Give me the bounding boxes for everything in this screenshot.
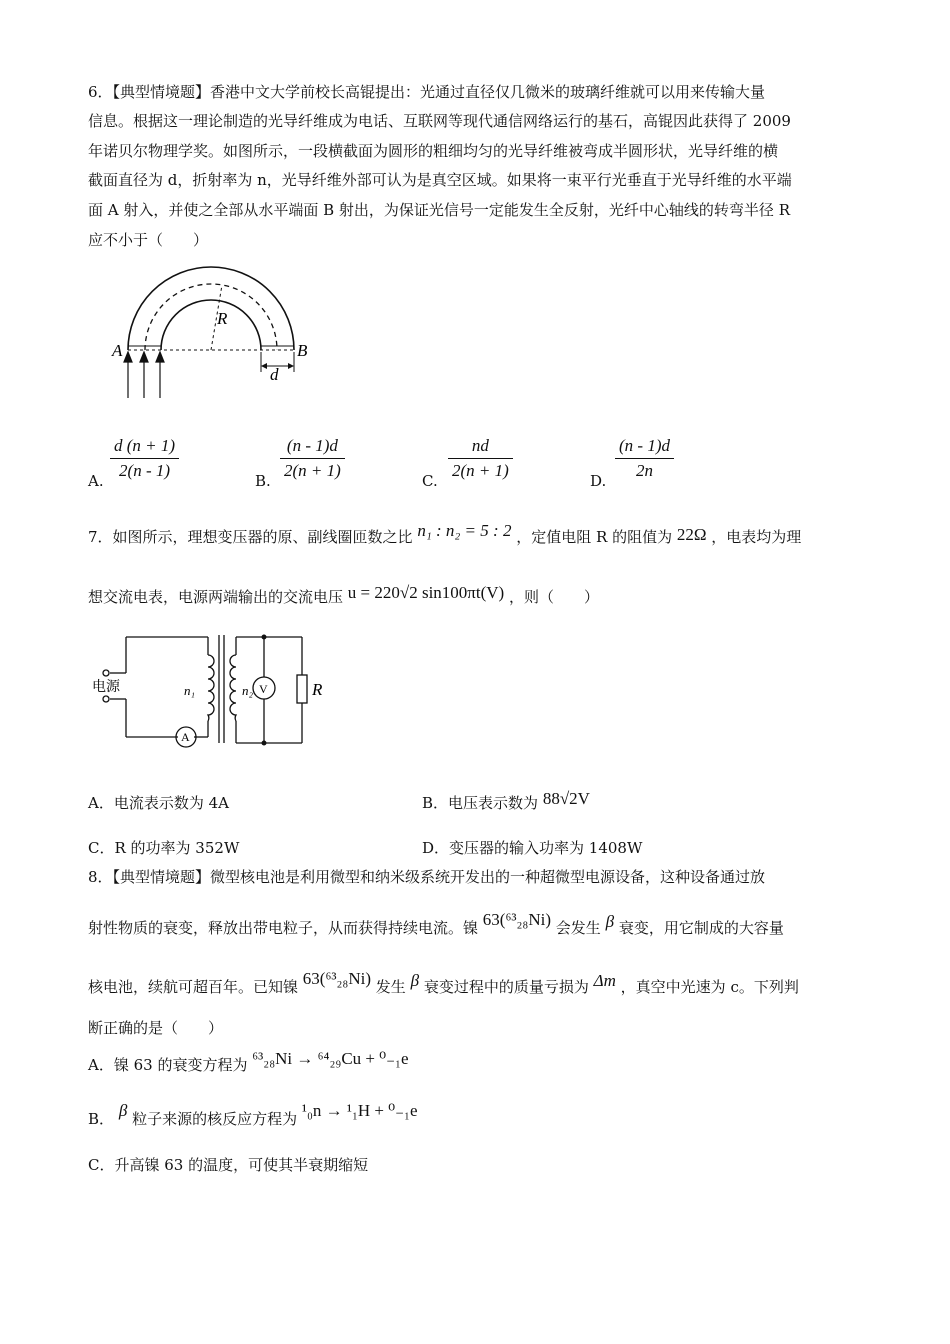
q6-option-b-numerator: (n - 1)d — [286, 436, 338, 455]
q7-line-2 — [88, 583, 600, 607]
q8-line-3 — [88, 969, 799, 997]
fraction-bar — [110, 458, 179, 459]
q7-line-2-a: 想交流电表，电源两端输出的交流电压 — [88, 588, 344, 606]
q7-option-b[interactable] — [422, 789, 590, 813]
q6-option-a-letter[interactable]: A. — [88, 472, 104, 490]
q6-option-c-letter[interactable]: C. — [422, 472, 438, 490]
q6-option-d-fraction[interactable] — [615, 436, 674, 481]
q8-beta-symbol: β — [605, 912, 615, 931]
q6-fiber-figure — [100, 258, 320, 408]
q7-option-b-value: 88√2V — [542, 789, 590, 808]
q8-beta-symbol-2: β — [410, 971, 420, 990]
q6-line-6: 应不小于（ ） — [88, 231, 209, 249]
q6-line-3: 年诺贝尔物理学奖。如图所示，一段横截面为圆形的粗细均匀的光导纤维被弯成半圆形状，光导纤维的横 — [88, 142, 779, 160]
q8-option-b-equation: ¹₀n → ¹₁H + ⁰₋₁e — [301, 1101, 418, 1120]
q6-option-a-fraction[interactable] — [110, 436, 179, 481]
q6-option-c-fraction[interactable] — [448, 436, 513, 481]
q8-option-b[interactable] — [88, 1101, 418, 1129]
q6-line-4: 截面直径为 d，折射率为 n，光导纤维外部可认为是真空区域。如果将一束平行光垂直于光导纤维的水平端 — [88, 171, 792, 189]
q8-option-a-text: A．镍 63 的衰变方程为 — [88, 1056, 248, 1074]
q7-voltage-equation: u = 220√2 sin100πt(V) — [347, 583, 505, 602]
q8-line-1: 8．【典型情境题】微型核电池是利用微型和纳米级系统开发出的一种超微型电源设备，这种设备通过放 — [88, 868, 766, 886]
q7-line-2-b: ，则（ ） — [509, 588, 600, 606]
q7-line-1-a: 7．如图所示，理想变压器的原、副线圈匝数之比 — [88, 528, 413, 546]
q7-label-resistor: R — [312, 680, 323, 699]
q8-option-b-text: 粒子来源的核反应方程为 — [132, 1110, 298, 1128]
q6-option-d-numerator: (n - 1)d — [619, 436, 670, 455]
q7-label-source: 电源 — [92, 680, 120, 695]
fraction-bar — [615, 458, 674, 459]
q7-option-a[interactable]: A．电流表示数为 4A — [88, 794, 229, 812]
q8-line-3-d: ，真空中光速为 c。下列判 — [620, 978, 799, 996]
q8-line-2-b: 会发生 — [555, 919, 601, 937]
q8-line-3-b: 发生 — [375, 978, 406, 996]
fraction-bar — [448, 458, 513, 459]
q6-option-b-letter[interactable]: B. — [255, 472, 271, 490]
q6-option-b-fraction[interactable] — [280, 436, 345, 481]
q8-line-3-a: 核电池，续航可超百年。已知镍 — [88, 978, 299, 996]
q8-line-2-a: 射性物质的衰变，释放出带电粒子，从而获得持续电流。镍 — [88, 919, 479, 937]
q6-option-c-numerator: nd — [471, 436, 489, 455]
q7-option-c[interactable]: C．R 的功率为 352W — [88, 839, 240, 857]
q6-option-c-denominator: 2(n + 1) — [452, 461, 509, 480]
q8-option-c[interactable]: C．升高镍 63 的温度，可使其半衰期缩短 — [88, 1156, 369, 1174]
q8-line-4: 断正确的是（ ） — [88, 1019, 224, 1037]
q7-turns-ratio: n₁ : n₂ = 5 : 2 — [417, 521, 512, 540]
q6-label-r: R — [217, 309, 228, 328]
q8-line-3-c: 衰变过程中的质量亏损为 — [423, 978, 589, 996]
q8-option-a-equation: ⁶³₂₈Ni → ⁶⁴₂₉Cu + ⁰₋₁e — [252, 1049, 409, 1068]
q7-line-1 — [88, 521, 802, 547]
q7-resistance-value: 22Ω — [676, 525, 707, 544]
q6-line-5: 面 A 射入，并使之全部从水平端面 B 射出，为保证光信号一定能发生全反射，光纤中心轴线的转弯半径 R — [88, 201, 790, 219]
q8-mass-defect: Δm — [593, 971, 616, 990]
q8-nuclide-ni63-2: 63(⁶³₂₈Ni) — [302, 969, 371, 988]
q6-option-d-letter[interactable]: D. — [590, 472, 607, 490]
q6-option-b-denominator: 2(n + 1) — [284, 461, 341, 480]
q6-label-d: d — [270, 365, 279, 384]
q7-label-voltmeter: V — [259, 682, 268, 696]
q7-label-n1: n₁ — [184, 683, 196, 698]
q7-transformer-circuit — [88, 625, 328, 755]
q7-label-n2: n₂ — [242, 683, 254, 698]
q8-line-2 — [88, 910, 784, 938]
q6-option-d-denominator: 2n — [635, 461, 653, 480]
q8-option-b-beta: β — [118, 1101, 128, 1120]
q6-label-a: A — [112, 341, 123, 360]
q6-option-a-numerator: d (n + 1) — [114, 436, 176, 455]
q7-label-ammeter: A — [181, 730, 190, 744]
q6-line-2: 信息。根据这一理论制造的光导纤维成为电话、互联网等现代通信网络运行的基石，高锟因此获得了 2009 — [88, 112, 791, 130]
q7-option-d[interactable]: D．变压器的输入功率为 1408W — [422, 839, 643, 857]
q7-line-1-b: ，定值电阻 R 的阻值为 — [516, 528, 673, 546]
q7-option-b-text: B．电压表示数为 — [422, 794, 539, 812]
q8-option-a[interactable] — [88, 1049, 409, 1075]
q8-option-b-letter: B． — [88, 1110, 115, 1128]
q7-line-1-c: ，电表均为理 — [711, 528, 802, 546]
q8-line-2-c: 衰变，用它制成的大容量 — [618, 919, 784, 937]
q6-line-1: 6．【典型情境题】香港中文大学前校长高锟提出：光通过直径仅几微米的玻璃纤维就可以用来传输大量 — [88, 83, 766, 101]
fraction-bar — [280, 458, 345, 459]
q6-label-b: B — [297, 341, 308, 360]
q6-option-a-denominator: 2(n - 1) — [119, 461, 171, 480]
q8-nuclide-ni63: 63(⁶³₂₈Ni) — [482, 910, 551, 929]
